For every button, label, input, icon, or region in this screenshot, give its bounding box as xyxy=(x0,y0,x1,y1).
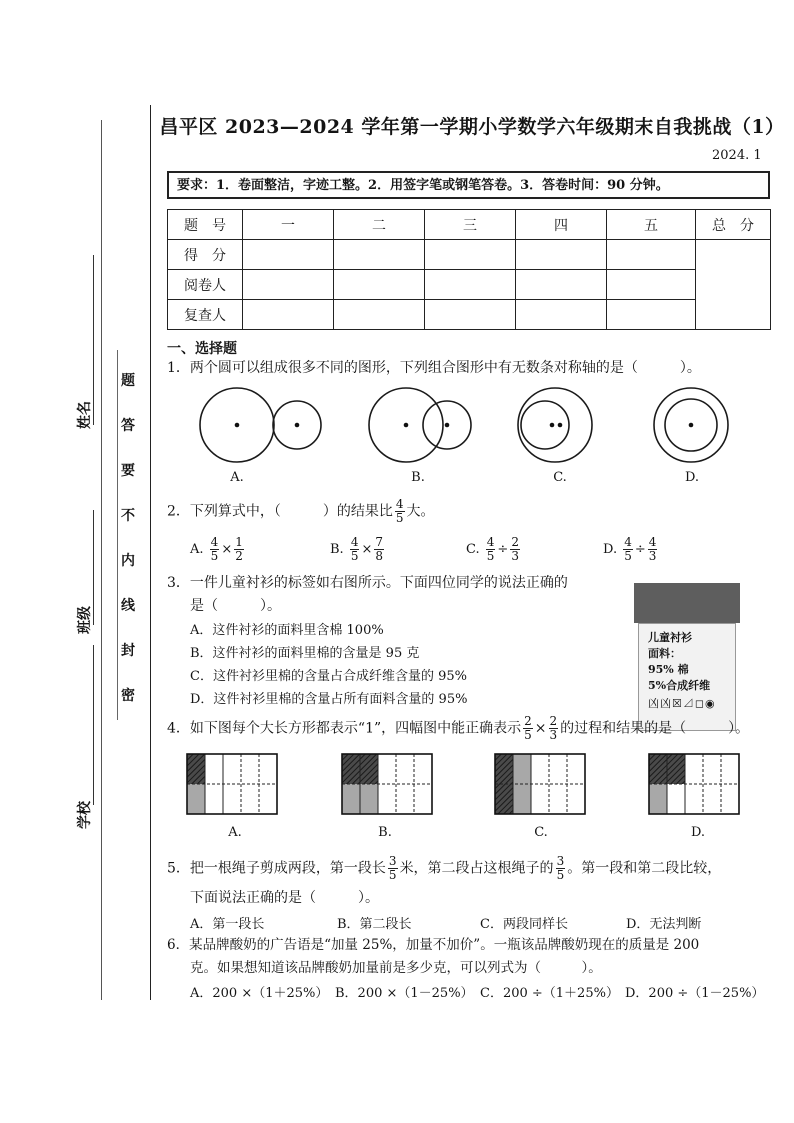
q1-label-c[interactable]: C. xyxy=(553,470,567,485)
q4-label-a[interactable]: A. xyxy=(228,825,242,840)
fraction-denominator: 5 xyxy=(395,511,404,525)
q1-label-a[interactable]: A. xyxy=(230,470,244,485)
score-cell[interactable] xyxy=(425,300,516,330)
q2-text-post: 大。 xyxy=(406,503,435,520)
q4-text-post: 的过程和结果的是（ ）。 xyxy=(560,720,750,737)
q1-c-big-circle xyxy=(518,388,592,462)
question-3-line1: 3．一件儿童衬衫的标签如右图所示。下面四位同学的说法正确的 xyxy=(167,575,568,591)
fraction xyxy=(234,536,244,563)
q4-text-pre: 4．如下图每个大长方形都表示“1”，四幅图中能正确表示 xyxy=(167,720,522,737)
section-title: 一、选择题 xyxy=(167,341,237,357)
fraction-denominator: 5 xyxy=(624,549,632,563)
fraction-numerator: 4 xyxy=(350,535,359,549)
score-cell[interactable] xyxy=(516,270,607,300)
shirt-label-image xyxy=(634,583,740,731)
operator: × xyxy=(221,542,233,557)
fraction xyxy=(556,855,566,882)
fraction-denominator: 2 xyxy=(235,549,243,563)
shirt-label-line: 95% 棉 xyxy=(648,663,689,676)
seal-char: 要 xyxy=(121,463,135,479)
total-score-cell[interactable] xyxy=(696,240,771,330)
name-blank[interactable] xyxy=(93,255,94,425)
score-cell[interactable] xyxy=(425,240,516,270)
shaded-cell xyxy=(513,784,531,814)
table-header-cell: 四 xyxy=(516,210,607,240)
q2-option-c[interactable] xyxy=(466,536,522,563)
fraction-denominator: 5 xyxy=(210,549,219,563)
q5-option-d[interactable]: D．无法判断 xyxy=(626,917,702,932)
q3-option-d[interactable]: D．这件衬衫里棉的含量占所有面料含量的 95% xyxy=(190,692,468,707)
seal-char: 题 xyxy=(121,373,135,389)
fraction-numerator: 3 xyxy=(388,854,397,868)
hatched-cell xyxy=(187,754,205,784)
fraction-numerator: 2 xyxy=(524,714,532,728)
table-header-cell: 总 分 xyxy=(696,210,771,240)
seal-char: 内 xyxy=(121,553,135,569)
question-4 xyxy=(167,715,749,742)
score-cell[interactable] xyxy=(334,270,425,300)
question-3-line2: 是（ ）。 xyxy=(190,598,281,614)
table-row-label: 得 分 xyxy=(168,240,243,270)
shaded-cell xyxy=(513,754,531,784)
question-6-line2: 克。如果想知道该品牌酸奶加量前是多少克，可以列式为（ ）。 xyxy=(190,960,602,976)
q1-label-d[interactable]: D. xyxy=(684,470,700,485)
exam-title: 昌平区 2023—2024 学年第一学期小学数学六年级期末自我挑战（1） xyxy=(159,116,785,138)
fraction-numerator: 4 xyxy=(648,535,657,549)
care-symbols-icon: 凶凶☒⊿◻◉ xyxy=(648,697,716,710)
question-5-line1 xyxy=(167,855,721,882)
score-cell[interactable] xyxy=(516,240,607,270)
score-cell[interactable] xyxy=(243,240,334,270)
fraction-denominator: 3 xyxy=(648,549,657,563)
class-label: 班级 xyxy=(77,606,93,634)
score-cell[interactable] xyxy=(334,300,425,330)
q2-option-b[interactable] xyxy=(330,536,386,563)
q4-label-d[interactable]: D. xyxy=(690,825,706,840)
q2-text-pre: 2．下列算式中，（ ）的结果比 xyxy=(167,503,393,520)
name-label: 姓名 xyxy=(77,401,93,429)
shaded-cell xyxy=(649,784,667,814)
table-header-cell: 二 xyxy=(334,210,425,240)
q6-option-c[interactable]: C．200 ÷（1＋25%） xyxy=(480,986,619,1001)
page-frame-left xyxy=(150,105,151,1000)
q4-figure-b xyxy=(342,754,432,814)
score-cell[interactable] xyxy=(425,270,516,300)
q5-text-post: 。第一段和第二段比较， xyxy=(567,860,722,877)
hatched-cell xyxy=(649,754,667,784)
q1-circle-figures xyxy=(190,385,730,465)
score-cell[interactable] xyxy=(607,270,696,300)
score-table xyxy=(167,209,771,330)
seal-char: 封 xyxy=(121,643,135,659)
operator: ÷ xyxy=(634,542,646,557)
q4-label-c[interactable]: C. xyxy=(534,825,548,840)
q1-label-b[interactable]: B. xyxy=(411,470,425,485)
q5-option-b[interactable]: B．第二段长 xyxy=(337,917,412,932)
question-5-line2: 下面说法正确的是（ ）。 xyxy=(190,890,379,906)
fraction xyxy=(523,715,533,742)
fraction xyxy=(486,536,496,563)
school-blank[interactable] xyxy=(93,645,94,805)
q5-text-pre: 5．把一根绳子剪成两段，第一段长 xyxy=(167,860,386,877)
fraction-numerator: 4 xyxy=(395,497,404,511)
seal-char: 密 xyxy=(121,688,135,704)
q2-option-d[interactable] xyxy=(603,536,659,563)
fraction xyxy=(648,536,658,563)
score-cell[interactable] xyxy=(334,240,425,270)
table-row-label: 复查人 xyxy=(168,300,243,330)
q3-option-c[interactable]: C．这件衬衫里棉的含量占合成纤维含量的 95% xyxy=(190,669,467,684)
option-letter: B. xyxy=(330,542,344,557)
shaded-cell xyxy=(360,784,378,814)
table-row-label: 阅卷人 xyxy=(168,270,243,300)
score-cell[interactable] xyxy=(607,240,696,270)
question-1: 1．两个圆可以组成很多不同的图形，下列组合图形中有无数条对称轴的是（ ）。 xyxy=(167,360,701,376)
fraction-denominator: 5 xyxy=(486,549,495,563)
q4-figure-c xyxy=(495,754,585,814)
hatched-cell xyxy=(495,754,513,784)
fraction-denominator: 3 xyxy=(549,728,558,742)
fraction-denominator: 5 xyxy=(556,868,565,882)
seal-char: 不 xyxy=(121,508,135,524)
school-label: 学校 xyxy=(77,801,93,829)
score-cell[interactable] xyxy=(516,300,607,330)
q4-rectangle-figures xyxy=(185,752,745,818)
q2-option-a[interactable] xyxy=(190,536,246,563)
table-header-cell: 一 xyxy=(243,210,334,240)
q6-option-d[interactable]: D．200 ÷（1－25%） xyxy=(625,986,765,1001)
score-cell[interactable] xyxy=(243,300,334,330)
score-cell[interactable] xyxy=(607,300,696,330)
score-cell[interactable] xyxy=(243,270,334,300)
fraction-denominator: 5 xyxy=(350,549,359,563)
fraction xyxy=(388,855,398,882)
seal-char: 线 xyxy=(121,598,135,614)
exam-date: 2024. 1 xyxy=(712,148,762,163)
hatched-cell xyxy=(667,754,685,784)
q6-option-b[interactable]: B．200 ×（1－25%） xyxy=(335,986,474,1001)
fraction xyxy=(210,536,220,563)
shirt-label-line: 面料： xyxy=(648,647,681,660)
shirt-label-top-band xyxy=(634,583,740,623)
fraction-numerator: 7 xyxy=(375,535,384,549)
binding-line-dashed xyxy=(101,120,102,1000)
fraction-numerator: 4 xyxy=(210,535,219,549)
operator: × xyxy=(361,542,373,557)
q4-label-b[interactable]: B. xyxy=(378,825,392,840)
option-letter: C. xyxy=(466,542,480,557)
fraction xyxy=(374,536,384,563)
fraction-numerator: 2 xyxy=(549,714,558,728)
q3-option-a[interactable]: A．这件衬衫的面料里含棉 100% xyxy=(190,623,384,638)
requirement-box: 要求：1．卷面整洁，字迹工整。2．用签字笔或钢笔答卷。3．答卷时间：90 分钟。 xyxy=(167,171,770,199)
shirt-label-line: 儿童衬衫 xyxy=(648,631,692,644)
class-blank[interactable] xyxy=(93,510,94,625)
fraction xyxy=(623,536,633,563)
q5-text-mid: 米，第二段占这根绳子的 xyxy=(399,860,554,877)
hatched-cell xyxy=(342,754,360,784)
fraction xyxy=(510,536,520,563)
shaded-cell xyxy=(342,784,360,814)
table-header-cell: 题 号 xyxy=(168,210,243,240)
fraction-numerator: 1 xyxy=(235,535,243,549)
shaded-cell xyxy=(187,784,205,814)
fraction xyxy=(395,498,405,525)
table-header-cell: 三 xyxy=(425,210,516,240)
hatched-cell xyxy=(495,784,513,814)
shirt-label-line: 5%合成纤维 xyxy=(648,679,711,692)
fraction-numerator: 2 xyxy=(511,535,519,549)
seal-line xyxy=(117,350,118,720)
option-letter: D. xyxy=(603,542,618,557)
fraction-numerator: 3 xyxy=(556,854,565,868)
fraction-denominator: 5 xyxy=(388,868,397,882)
table-header-cell: 五 xyxy=(607,210,696,240)
q4-figure-d xyxy=(649,754,739,814)
fraction-numerator: 4 xyxy=(486,535,495,549)
question-2 xyxy=(167,498,435,525)
operator: × xyxy=(534,720,547,737)
q5-option-c[interactable]: C．两段同样长 xyxy=(480,917,568,932)
q5-option-a[interactable]: A．第一段长 xyxy=(190,917,265,932)
q4-figure-a xyxy=(187,754,277,814)
q3-option-b[interactable]: B．这件衬衫的面料里棉的含量是 95 克 xyxy=(190,646,420,661)
question-6-line1: 6．某品牌酸奶的广告语是“加量 25%，加量不加价”。一瓶该品牌酸奶现在的质量是 200 xyxy=(167,937,700,953)
fraction-numerator: 4 xyxy=(624,535,632,549)
q6-option-a[interactable]: A．200 ×（1＋25%） xyxy=(190,986,329,1001)
hatched-cell xyxy=(360,754,378,784)
operator: ÷ xyxy=(497,542,509,557)
fraction xyxy=(350,536,360,563)
seal-char: 答 xyxy=(121,418,135,434)
fraction-denominator: 5 xyxy=(524,728,532,742)
fraction-denominator: 8 xyxy=(375,549,384,563)
option-letter: A. xyxy=(190,542,204,557)
fraction-denominator: 3 xyxy=(511,549,519,563)
fraction xyxy=(549,715,559,742)
